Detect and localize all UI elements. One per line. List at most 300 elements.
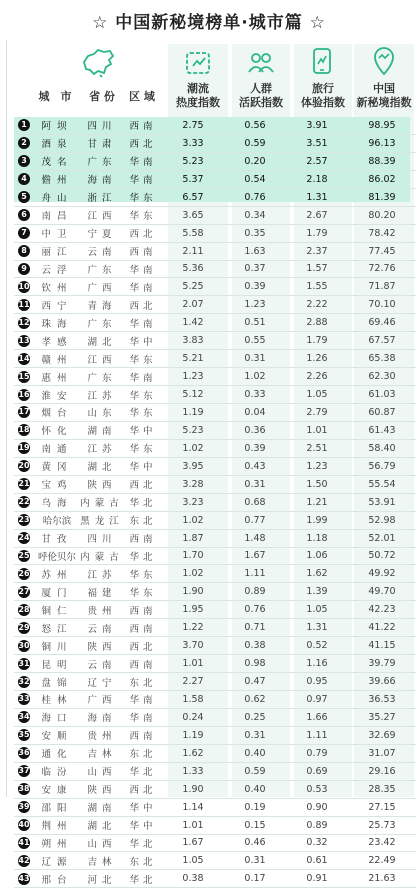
table-row (14, 242, 416, 260)
table-row (14, 565, 416, 583)
rank-cell (14, 583, 34, 601)
crowd-index-cell: 0.20 (224, 152, 286, 170)
rank-badge: 26 (18, 568, 30, 578)
table-row (14, 637, 416, 655)
header-index-line2: 新秘境指数 (356, 96, 412, 109)
table-row (14, 744, 416, 762)
province-cell: 内蒙古 (80, 493, 124, 511)
crowd-index-cell: 0.17 (224, 870, 286, 888)
crowd-index-cell: 0.40 (224, 744, 286, 762)
city-cell: 酒泉 (34, 134, 80, 152)
rank-badge: 16 (18, 389, 30, 399)
crowd-index-cell: 0.15 (224, 816, 286, 834)
travel-index-cell: 1.05 (286, 386, 348, 404)
travel-index-cell: 0.79 (286, 744, 348, 762)
header-travel-line2: 体验指数 (301, 96, 345, 109)
ranking-table (14, 117, 416, 888)
city-cell: 厦门 (34, 583, 80, 601)
trend-icon (184, 50, 212, 80)
city-cell: 怀化 (34, 421, 80, 439)
city-cell: 烟台 (34, 404, 80, 422)
crowd-index-cell: 0.38 (224, 637, 286, 655)
province-cell: 云南 (80, 619, 124, 637)
city-cell: 安顺 (34, 726, 80, 744)
province-cell: 广东 (80, 152, 124, 170)
city-cell: 铜仁 (34, 601, 80, 619)
trend-index-cell: 1.19 (162, 726, 224, 744)
city-cell: 临汾 (34, 762, 80, 780)
rank-badge: 7 (18, 227, 30, 239)
rank-cell (14, 762, 34, 780)
city-cell: 呼伦贝尔 (34, 547, 80, 565)
region-cell: 华南 (124, 260, 162, 278)
china-map-icon (80, 48, 116, 82)
secret-realm-index-cell: 70.10 (348, 296, 416, 314)
province-cell: 广西 (80, 278, 124, 296)
city-cell: 珠海 (34, 314, 80, 332)
table-row (14, 206, 416, 224)
rank-cell (14, 188, 34, 206)
table-row (14, 224, 416, 242)
rank-badge: 5 (18, 191, 30, 203)
rank-cell (14, 242, 34, 260)
ranking-table-body (14, 117, 416, 888)
province-cell: 贵州 (80, 601, 124, 619)
city-cell: 桂林 (34, 691, 80, 709)
secret-realm-index-cell: 96.13 (348, 134, 416, 152)
city-cell: 淮安 (34, 386, 80, 404)
city-cell: 乌海 (34, 493, 80, 511)
trend-index-cell: 3.33 (162, 134, 224, 152)
location-pin-icon (371, 46, 397, 80)
region-cell: 华东 (124, 350, 162, 368)
secret-realm-index-cell: 62.30 (348, 368, 416, 386)
rank-cell (14, 386, 34, 404)
province-cell: 广东 (80, 368, 124, 386)
region-cell: 东北 (124, 673, 162, 691)
secret-realm-index-cell: 69.46 (348, 314, 416, 332)
table-row (14, 852, 416, 870)
rank-cell (14, 565, 34, 583)
trend-index-cell: 1.33 (162, 762, 224, 780)
travel-index-cell: 1.50 (286, 475, 348, 493)
travel-index-cell: 3.91 (286, 117, 348, 134)
travel-index-cell: 2.79 (286, 404, 348, 422)
secret-realm-index-cell: 52.01 (348, 529, 416, 547)
crowd-index-cell: 1.02 (224, 368, 286, 386)
rank-cell (14, 332, 34, 350)
header-travel (291, 82, 355, 110)
crowd-index-cell: 0.34 (224, 206, 286, 224)
travel-index-cell: 2.22 (286, 296, 348, 314)
region-cell: 东北 (124, 852, 162, 870)
table-row (14, 368, 416, 386)
trend-index-cell: 1.02 (162, 439, 224, 457)
trend-index-cell: 1.01 (162, 816, 224, 834)
rank-badge: 24 (18, 533, 30, 543)
rank-cell (14, 278, 34, 296)
province-cell: 河北 (80, 870, 124, 888)
travel-index-cell: 1.05 (286, 601, 348, 619)
crowd-index-cell: 0.31 (224, 350, 286, 368)
table-row (14, 404, 416, 422)
table-row (14, 673, 416, 691)
trend-index-cell: 5.12 (162, 386, 224, 404)
trend-index-cell: 5.23 (162, 152, 224, 170)
trend-index-cell: 3.95 (162, 457, 224, 475)
rank-cell (14, 117, 34, 134)
rank-badge: 42 (18, 855, 30, 865)
secret-realm-index-cell: 39.79 (348, 655, 416, 673)
table-row (14, 457, 416, 475)
travel-index-cell: 1.39 (286, 583, 348, 601)
table-row (14, 762, 416, 780)
table-row (14, 655, 416, 673)
header-crowd (229, 82, 293, 110)
rank-badge: 1 (18, 119, 30, 131)
rank-cell (14, 619, 34, 637)
secret-realm-index-cell: 80.20 (348, 206, 416, 224)
travel-index-cell: 0.89 (286, 816, 348, 834)
travel-index-cell: 0.52 (286, 637, 348, 655)
province-cell: 四川 (80, 117, 124, 134)
region-cell: 华东 (124, 386, 162, 404)
trend-index-cell: 1.01 (162, 655, 224, 673)
region-cell: 华中 (124, 332, 162, 350)
travel-index-cell: 1.21 (286, 493, 348, 511)
trend-index-cell: 1.90 (162, 780, 224, 798)
city-cell: 辽源 (34, 852, 80, 870)
table-row (14, 475, 416, 493)
rank-badge: 20 (18, 461, 30, 471)
crowd-index-cell: 0.47 (224, 673, 286, 691)
secret-realm-index-cell: 41.22 (348, 619, 416, 637)
city-cell: 朔州 (34, 834, 80, 852)
province-cell: 云南 (80, 242, 124, 260)
region-cell: 华东 (124, 583, 162, 601)
city-cell: 安康 (34, 780, 80, 798)
secret-realm-index-cell: 22.49 (348, 852, 416, 870)
rank-cell (14, 170, 34, 188)
travel-index-cell: 0.91 (286, 870, 348, 888)
city-cell: 云浮 (34, 260, 80, 278)
rank-cell (14, 260, 34, 278)
region-cell: 华南 (124, 152, 162, 170)
city-cell: 通化 (34, 744, 80, 762)
region-cell: 华中 (124, 816, 162, 834)
province-cell: 吉林 (80, 744, 124, 762)
secret-realm-index-cell: 56.79 (348, 457, 416, 475)
city-cell: 邵阳 (34, 798, 80, 816)
province-cell: 江苏 (80, 565, 124, 583)
secret-realm-index-cell: 86.02 (348, 170, 416, 188)
travel-index-cell: 1.01 (286, 421, 348, 439)
table-row (14, 152, 416, 170)
table-row (14, 834, 416, 852)
table-row (14, 386, 416, 404)
region-cell: 西北 (124, 780, 162, 798)
rank-cell (14, 834, 34, 852)
crowd-index-cell: 0.56 (224, 117, 286, 134)
province-cell: 湖北 (80, 816, 124, 834)
rank-cell (14, 726, 34, 744)
province-cell: 陕西 (80, 475, 124, 493)
rank-badge: 6 (18, 209, 30, 221)
travel-index-cell: 1.55 (286, 278, 348, 296)
crowd-index-cell: 0.76 (224, 188, 286, 206)
rank-cell (14, 368, 34, 386)
secret-realm-index-cell: 98.95 (348, 117, 416, 134)
trend-index-cell: 1.87 (162, 529, 224, 547)
region-cell: 西北 (124, 637, 162, 655)
region-cell: 华南 (124, 368, 162, 386)
trend-index-cell: 1.14 (162, 798, 224, 816)
province-cell: 海南 (80, 170, 124, 188)
trend-index-cell: 0.24 (162, 708, 224, 726)
rank-badge: 11 (18, 299, 30, 309)
table-row (14, 780, 416, 798)
crowd-index-cell: 0.39 (224, 439, 286, 457)
city-cell: 怒江 (34, 619, 80, 637)
city-cell: 铜川 (34, 637, 80, 655)
header-crowd-line2: 活跃指数 (239, 96, 283, 109)
rank-badge: 43 (18, 873, 30, 883)
secret-realm-index-cell: 36.53 (348, 691, 416, 709)
crowd-index-cell: 1.67 (224, 547, 286, 565)
secret-realm-index-cell: 60.87 (348, 404, 416, 422)
rank-badge: 31 (18, 658, 30, 668)
crowd-index-cell: 0.40 (224, 780, 286, 798)
secret-realm-index-cell: 28.35 (348, 780, 416, 798)
crowd-index-cell: 0.35 (224, 224, 286, 242)
table-row (14, 134, 416, 152)
rank-badge: 2 (18, 137, 30, 149)
travel-index-cell: 1.16 (286, 655, 348, 673)
travel-index-cell: 2.37 (286, 242, 348, 260)
secret-realm-index-cell: 35.27 (348, 708, 416, 726)
rank-cell (14, 601, 34, 619)
crowd-index-cell: 1.48 (224, 529, 286, 547)
region-cell: 西南 (124, 655, 162, 673)
travel-index-cell: 2.88 (286, 314, 348, 332)
trend-index-cell: 2.27 (162, 673, 224, 691)
trend-index-cell: 6.57 (162, 188, 224, 206)
secret-realm-index-cell: 50.72 (348, 547, 416, 565)
province-cell: 陕西 (80, 780, 124, 798)
rank-badge: 32 (18, 676, 30, 686)
province-cell: 江苏 (80, 386, 124, 404)
table-row (14, 708, 416, 726)
travel-index-cell: 0.53 (286, 780, 348, 798)
crowd-index-cell: 0.55 (224, 332, 286, 350)
rank-badge: 22 (18, 497, 30, 507)
rank-cell (14, 529, 34, 547)
rank-cell (14, 314, 34, 332)
travel-index-cell: 0.69 (286, 762, 348, 780)
rank-badge: 40 (18, 820, 30, 830)
rank-badge: 8 (18, 245, 30, 257)
trend-index-cell: 1.90 (162, 583, 224, 601)
rank-cell (14, 708, 34, 726)
region-cell: 西南 (124, 726, 162, 744)
rank-cell (14, 475, 34, 493)
header-city (30, 90, 80, 104)
header-index-line1: 中国 (373, 82, 395, 95)
crowd-index-cell: 0.36 (224, 421, 286, 439)
secret-realm-index-cell: 58.40 (348, 439, 416, 457)
travel-index-cell: 1.26 (286, 350, 348, 368)
region-cell: 华北 (124, 870, 162, 888)
table-row (14, 816, 416, 834)
rank-badge: 29 (18, 622, 30, 632)
rank-badge: 36 (18, 748, 30, 758)
secret-realm-index-cell: 88.39 (348, 152, 416, 170)
crowd-index-cell: 1.23 (224, 296, 286, 314)
trend-index-cell: 1.02 (162, 511, 224, 529)
province-cell: 江西 (80, 206, 124, 224)
crowd-index-cell: 0.68 (224, 493, 286, 511)
rank-cell (14, 457, 34, 475)
province-cell: 黑龙江 (80, 511, 124, 529)
rank-badge: 39 (18, 802, 30, 812)
region-cell: 华北 (124, 762, 162, 780)
rank-cell (14, 296, 34, 314)
travel-index-cell: 0.97 (286, 691, 348, 709)
secret-realm-index-cell: 21.63 (348, 870, 416, 888)
secret-realm-index-cell: 81.39 (348, 188, 416, 206)
trend-index-cell: 1.58 (162, 691, 224, 709)
region-cell: 西北 (124, 296, 162, 314)
rank-cell (14, 655, 34, 673)
travel-index-cell: 1.18 (286, 529, 348, 547)
city-cell: 钦州 (34, 278, 80, 296)
trend-index-cell: 1.42 (162, 314, 224, 332)
province-cell: 四川 (80, 529, 124, 547)
city-cell: 盘锦 (34, 673, 80, 691)
header-city-label: 城 市 (38, 90, 72, 103)
region-cell: 西北 (124, 134, 162, 152)
region-cell: 华南 (124, 314, 162, 332)
city-cell: 南昌 (34, 206, 80, 224)
table-row (14, 601, 416, 619)
crowd-index-cell: 0.04 (224, 404, 286, 422)
rank-cell (14, 206, 34, 224)
travel-index-cell: 2.18 (286, 170, 348, 188)
travel-index-cell: 0.95 (286, 673, 348, 691)
crowd-index-cell: 0.19 (224, 798, 286, 816)
trend-index-cell: 3.28 (162, 475, 224, 493)
header-region (120, 90, 164, 104)
rank-badge: 15 (18, 371, 30, 381)
travel-index-cell: 1.11 (286, 726, 348, 744)
table-row (14, 332, 416, 350)
region-cell: 华中 (124, 798, 162, 816)
region-cell: 华中 (124, 421, 162, 439)
table-row (14, 260, 416, 278)
trend-index-cell: 1.67 (162, 834, 224, 852)
crowd-index-cell: 1.63 (224, 242, 286, 260)
trend-index-cell: 1.23 (162, 368, 224, 386)
province-cell: 吉林 (80, 852, 124, 870)
secret-realm-index-cell: 61.43 (348, 421, 416, 439)
city-cell: 茂名 (34, 152, 80, 170)
city-cell: 昆明 (34, 655, 80, 673)
province-cell: 辽宁 (80, 673, 124, 691)
table-row (14, 421, 416, 439)
table-row (14, 547, 416, 565)
city-cell: 南通 (34, 439, 80, 457)
province-cell: 山西 (80, 834, 124, 852)
city-cell: 丽江 (34, 242, 80, 260)
region-cell: 西南 (124, 242, 162, 260)
province-cell: 宁夏 (80, 224, 124, 242)
secret-realm-index-cell: 39.66 (348, 673, 416, 691)
travel-index-cell: 0.90 (286, 798, 348, 816)
crowd-index-cell: 0.59 (224, 134, 286, 152)
table-row (14, 798, 416, 816)
travel-index-cell: 1.31 (286, 188, 348, 206)
secret-realm-index-cell: 71.87 (348, 278, 416, 296)
region-cell: 华南 (124, 170, 162, 188)
rank-cell (14, 798, 34, 816)
province-cell: 湖北 (80, 332, 124, 350)
table-row (14, 278, 416, 296)
rank-cell (14, 673, 34, 691)
province-cell: 青海 (80, 296, 124, 314)
phone-trip-icon (310, 46, 334, 80)
table-row (14, 314, 416, 332)
region-cell: 华中 (124, 457, 162, 475)
city-cell: 孝感 (34, 332, 80, 350)
province-cell: 湖北 (80, 457, 124, 475)
secret-realm-index-cell: 52.98 (348, 511, 416, 529)
city-cell: 邢台 (34, 870, 80, 888)
rank-badge: 41 (18, 837, 30, 847)
rank-cell (14, 852, 34, 870)
travel-index-cell: 2.26 (286, 368, 348, 386)
travel-index-cell: 0.32 (286, 834, 348, 852)
table-row (14, 439, 416, 457)
trend-index-cell: 3.65 (162, 206, 224, 224)
secret-realm-index-cell: 29.16 (348, 762, 416, 780)
trend-index-cell: 2.11 (162, 242, 224, 260)
city-cell: 西宁 (34, 296, 80, 314)
table-row (14, 170, 416, 188)
crowd-index-cell: 0.98 (224, 655, 286, 673)
secret-realm-index-cell: 27.15 (348, 798, 416, 816)
trend-index-cell: 2.75 (162, 117, 224, 134)
region-cell: 东北 (124, 744, 162, 762)
region-cell: 华东 (124, 206, 162, 224)
rank-cell (14, 870, 34, 888)
rank-badge: 12 (18, 317, 30, 327)
province-cell: 山西 (80, 762, 124, 780)
trend-index-cell: 2.07 (162, 296, 224, 314)
region-cell: 西北 (124, 224, 162, 242)
table-row (14, 296, 416, 314)
secret-realm-index-cell: 42.23 (348, 601, 416, 619)
travel-index-cell: 1.31 (286, 619, 348, 637)
rank-cell (14, 780, 34, 798)
travel-index-cell: 1.62 (286, 565, 348, 583)
table-row (14, 619, 416, 637)
trend-index-cell: 1.05 (162, 852, 224, 870)
trend-index-cell: 1.02 (162, 565, 224, 583)
province-cell: 海南 (80, 708, 124, 726)
crowd-index-cell: 0.77 (224, 511, 286, 529)
crowd-index-cell: 0.46 (224, 834, 286, 852)
city-cell: 中卫 (34, 224, 80, 242)
